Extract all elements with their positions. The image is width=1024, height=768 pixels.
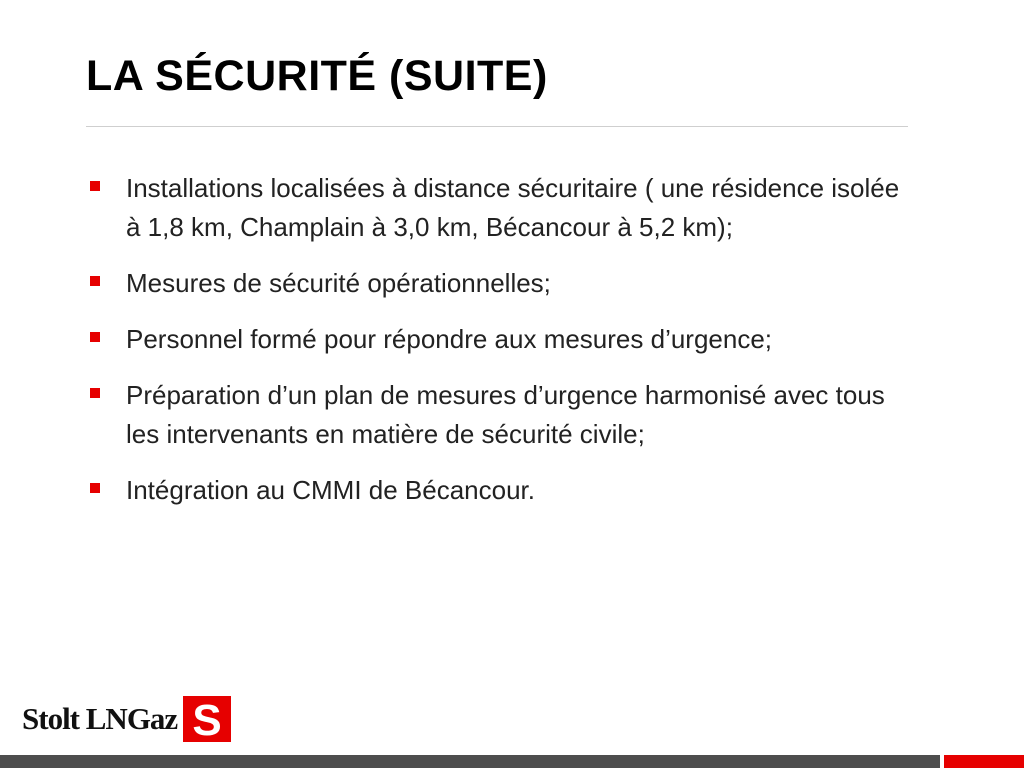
bullet-item — [90, 264, 900, 303]
bullet-text: Intégration au CMMI de Bécancour. — [126, 475, 536, 505]
bullet-text: Installations localisées à distance sécuritaire ( une résidence isolée à 1,8 km, Champlain à 3,0 km, Bécancour à 5,2 km); — [126, 173, 900, 242]
stolt-s-logo-icon — [183, 696, 231, 742]
company-logo — [22, 696, 231, 742]
bullet-text: Mesures de sécurité opérationnelles; — [126, 268, 551, 298]
slide-title: LA SÉCURITÉ (SUITE) — [86, 52, 548, 100]
bullet-item — [90, 471, 900, 510]
logo-wordmark: Stolt LNGaz — [22, 701, 178, 736]
bullet-list — [90, 169, 900, 527]
bullet-item — [90, 169, 900, 247]
title-divider — [86, 126, 908, 127]
bullet-item — [90, 376, 900, 454]
red-square-bullet-icon — [90, 483, 100, 493]
bullet-text: Préparation d’un plan de mesures d’urgence harmonisé avec tous les intervenants en matière de sécurité civile; — [126, 380, 885, 449]
footer-accent — [944, 755, 1024, 768]
red-square-bullet-icon — [90, 332, 100, 342]
bullet-item — [90, 320, 900, 359]
red-square-bullet-icon — [90, 276, 100, 286]
svg-text:S: S — [192, 696, 222, 742]
bullet-text: Personnel formé pour répondre aux mesures d’urgence; — [126, 324, 773, 354]
red-square-bullet-icon — [90, 181, 100, 191]
red-square-bullet-icon — [90, 388, 100, 398]
footer-bar — [0, 755, 940, 768]
